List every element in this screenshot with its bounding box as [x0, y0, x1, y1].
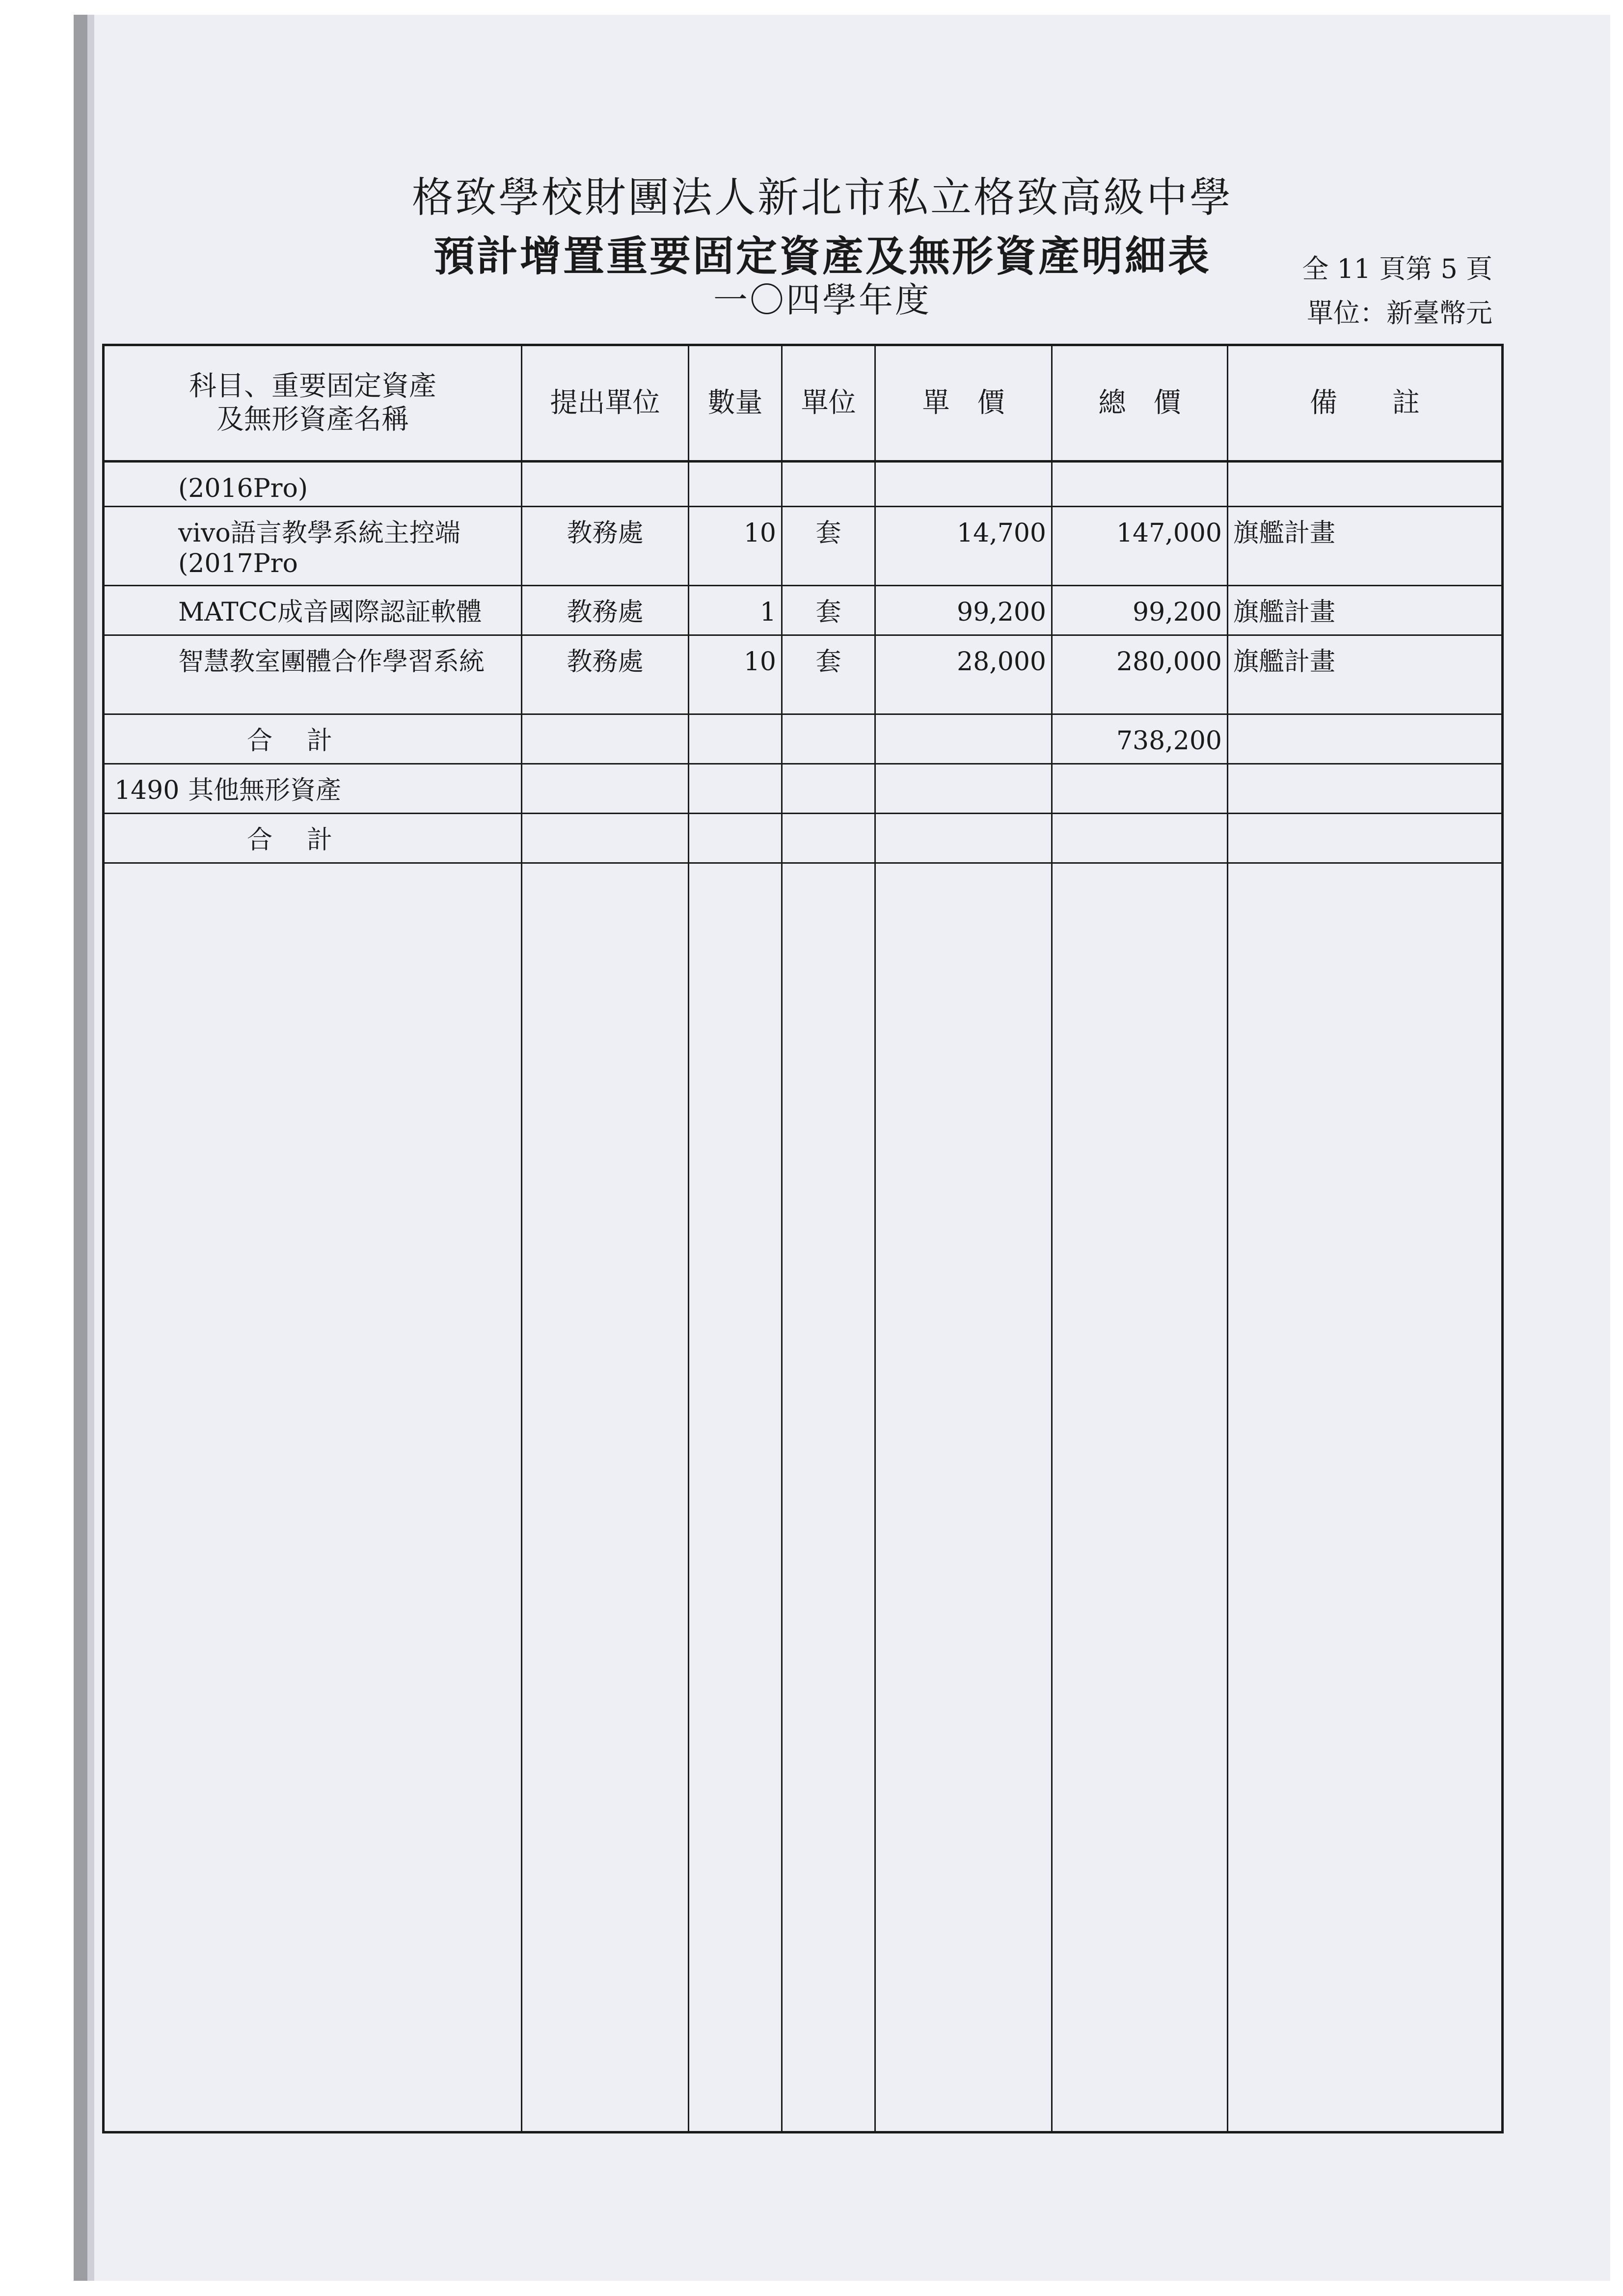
filler-cell [782, 863, 875, 2132]
empty-filler-row [104, 863, 1503, 2132]
header-name-line1: 科目、重要固定資產 [189, 370, 436, 402]
header-unit-price: 單 價 [875, 345, 1052, 462]
cell-unit-price-text [881, 715, 1046, 726]
subtotal-value [1057, 814, 1222, 825]
cell-unit-price [875, 814, 1052, 863]
cell-unit-price [875, 586, 1052, 635]
cell-total [1052, 814, 1228, 863]
cell-unit [782, 635, 875, 714]
cell-unit-price [875, 764, 1052, 814]
table-row [104, 586, 1503, 635]
cell-unit-text: 套 [815, 647, 841, 677]
cell-dept-text: 教務處 [567, 647, 644, 677]
cell-unit-text [787, 715, 869, 726]
cell-total-text: 280,000 [1116, 647, 1222, 677]
cell-total [1052, 714, 1228, 764]
cell-remark [1228, 462, 1503, 507]
school-year: 一〇四學年度 [713, 280, 931, 320]
cell-remark [1228, 814, 1503, 863]
header-qty: 數量 [689, 345, 782, 462]
cell-qty-text [694, 463, 776, 473]
cell-qty [689, 586, 782, 635]
cell-unit [782, 814, 875, 863]
page-info: 全 11 頁第 5 頁 [1302, 253, 1492, 284]
header-total: 總 價 [1052, 345, 1228, 462]
category-name: 其他無形資產 [188, 776, 342, 805]
subtotal-row [104, 814, 1503, 863]
cell-name-text: 智慧教室團體合作學習系統 [178, 647, 485, 677]
cell-dept [522, 764, 689, 814]
cell-qty-text: 10 [743, 647, 776, 677]
cell-qty-text: 10 [743, 519, 776, 548]
cell-name-text: MATCC成音國際認証軟體 [178, 598, 482, 627]
cell-name [104, 764, 522, 814]
cell-remark [1228, 714, 1503, 764]
cell-qty-text: 1 [759, 598, 776, 627]
account-code: 1490 [114, 776, 180, 805]
cell-dept [522, 714, 689, 764]
header-name [104, 345, 522, 462]
cell-remark-text [1233, 463, 1496, 473]
subtotal-value: 738,200 [1116, 726, 1222, 756]
cell-qty [689, 635, 782, 714]
cell-unit-price-text: 28,000 [957, 647, 1046, 677]
header-unit: 單位 [782, 345, 875, 462]
header-remark: 備 註 [1228, 345, 1503, 462]
cell-remark-text: 旗艦計畫 [1233, 598, 1336, 627]
cell-remark-text [1233, 814, 1496, 825]
cell-unit-price [875, 462, 1052, 507]
cell-name [104, 586, 522, 635]
cell-total-text [1057, 463, 1222, 473]
filler-cell [522, 863, 689, 2132]
subtotal-label: 合計 [247, 825, 367, 855]
cell-unit-price [875, 507, 1052, 586]
filler-cell [875, 863, 1052, 2132]
category-row [104, 764, 1503, 814]
document-title: 預計增置重要固定資產及無形資產明細表 [433, 232, 1211, 280]
cell-name-text: (2016Pro) [178, 474, 308, 503]
cell-total-text [1057, 765, 1222, 775]
filler-cell [1052, 863, 1228, 2132]
cell-dept-text [527, 715, 683, 726]
cell-dept [522, 814, 689, 863]
cell-remark [1228, 764, 1503, 814]
cell-qty [689, 507, 782, 586]
cell-qty-text [694, 765, 776, 775]
cell-unit-price-text: 14,700 [957, 519, 1046, 548]
cell-unit-text: 套 [815, 519, 841, 548]
cell-name [104, 507, 522, 586]
cell-unit-price [875, 714, 1052, 764]
cell-unit-price [875, 635, 1052, 714]
cell-qty [689, 764, 782, 814]
cell-total [1052, 586, 1228, 635]
cell-remark [1228, 635, 1503, 714]
cell-name [104, 635, 522, 714]
header-name-line2: 及無形資產名稱 [216, 404, 409, 436]
cell-remark [1228, 507, 1503, 586]
cell-dept-text: 教務處 [567, 519, 644, 548]
cell-dept [522, 586, 689, 635]
cell-unit-text [787, 765, 869, 775]
cell-total [1052, 635, 1228, 714]
cell-name [104, 462, 522, 507]
cell-qty [689, 462, 782, 507]
cell-unit-text [787, 463, 869, 473]
cell-remark [1228, 586, 1503, 635]
cell-unit-price-text [881, 463, 1046, 473]
cell-name [104, 714, 522, 764]
cell-unit-price-text [881, 814, 1046, 825]
binding-edge [74, 15, 87, 2281]
subtotal-row [104, 714, 1503, 764]
cell-dept-text [527, 765, 683, 775]
cell-unit-price-text [881, 765, 1046, 775]
cell-remark-text: 旗艦計畫 [1233, 647, 1336, 677]
cell-dept-text [527, 814, 683, 825]
table-row [104, 507, 1503, 586]
binding-shadow [87, 15, 94, 2281]
cell-qty-text [694, 715, 776, 726]
organization-title: 格致學校財團法人新北市私立格致高級中學 [411, 173, 1233, 221]
table-header-row [104, 345, 1503, 462]
filler-cell [1228, 863, 1503, 2132]
cell-total [1052, 462, 1228, 507]
cell-qty [689, 714, 782, 764]
cell-qty [689, 814, 782, 863]
cell-dept [522, 507, 689, 586]
subtotal-label: 合計 [247, 726, 367, 756]
cell-unit-text: 套 [815, 598, 841, 627]
cell-dept-text [527, 463, 683, 473]
cell-name [104, 814, 522, 863]
asset-detail-table [102, 344, 1504, 2133]
cell-total [1052, 507, 1228, 586]
cell-unit [782, 764, 875, 814]
filler-cell [689, 863, 782, 2132]
currency-unit: 單位：新臺幣元 [1307, 298, 1492, 328]
cell-total [1052, 764, 1228, 814]
header-dept: 提出單位 [522, 345, 689, 462]
cell-unit-text [787, 814, 869, 825]
cell-dept [522, 462, 689, 507]
cell-qty-text [694, 814, 776, 825]
cell-remark-text: 旗艦計畫 [1233, 519, 1336, 548]
cell-dept [522, 635, 689, 714]
filler-cell [104, 863, 522, 2132]
cell-remark-text [1233, 765, 1496, 775]
cell-unit [782, 586, 875, 635]
table-row [104, 635, 1503, 714]
cell-unit [782, 462, 875, 507]
cell-remark-text [1233, 715, 1496, 726]
table-row [104, 462, 1503, 507]
cell-unit [782, 714, 875, 764]
cell-total-text: 99,200 [1133, 598, 1222, 627]
cell-name-text: vivo語言教學系統主控端(2017Pro [178, 519, 460, 578]
cell-total-text: 147,000 [1116, 519, 1222, 548]
cell-unit [782, 507, 875, 586]
cell-unit-price-text: 99,200 [957, 598, 1046, 627]
cell-dept-text: 教務處 [567, 598, 644, 627]
